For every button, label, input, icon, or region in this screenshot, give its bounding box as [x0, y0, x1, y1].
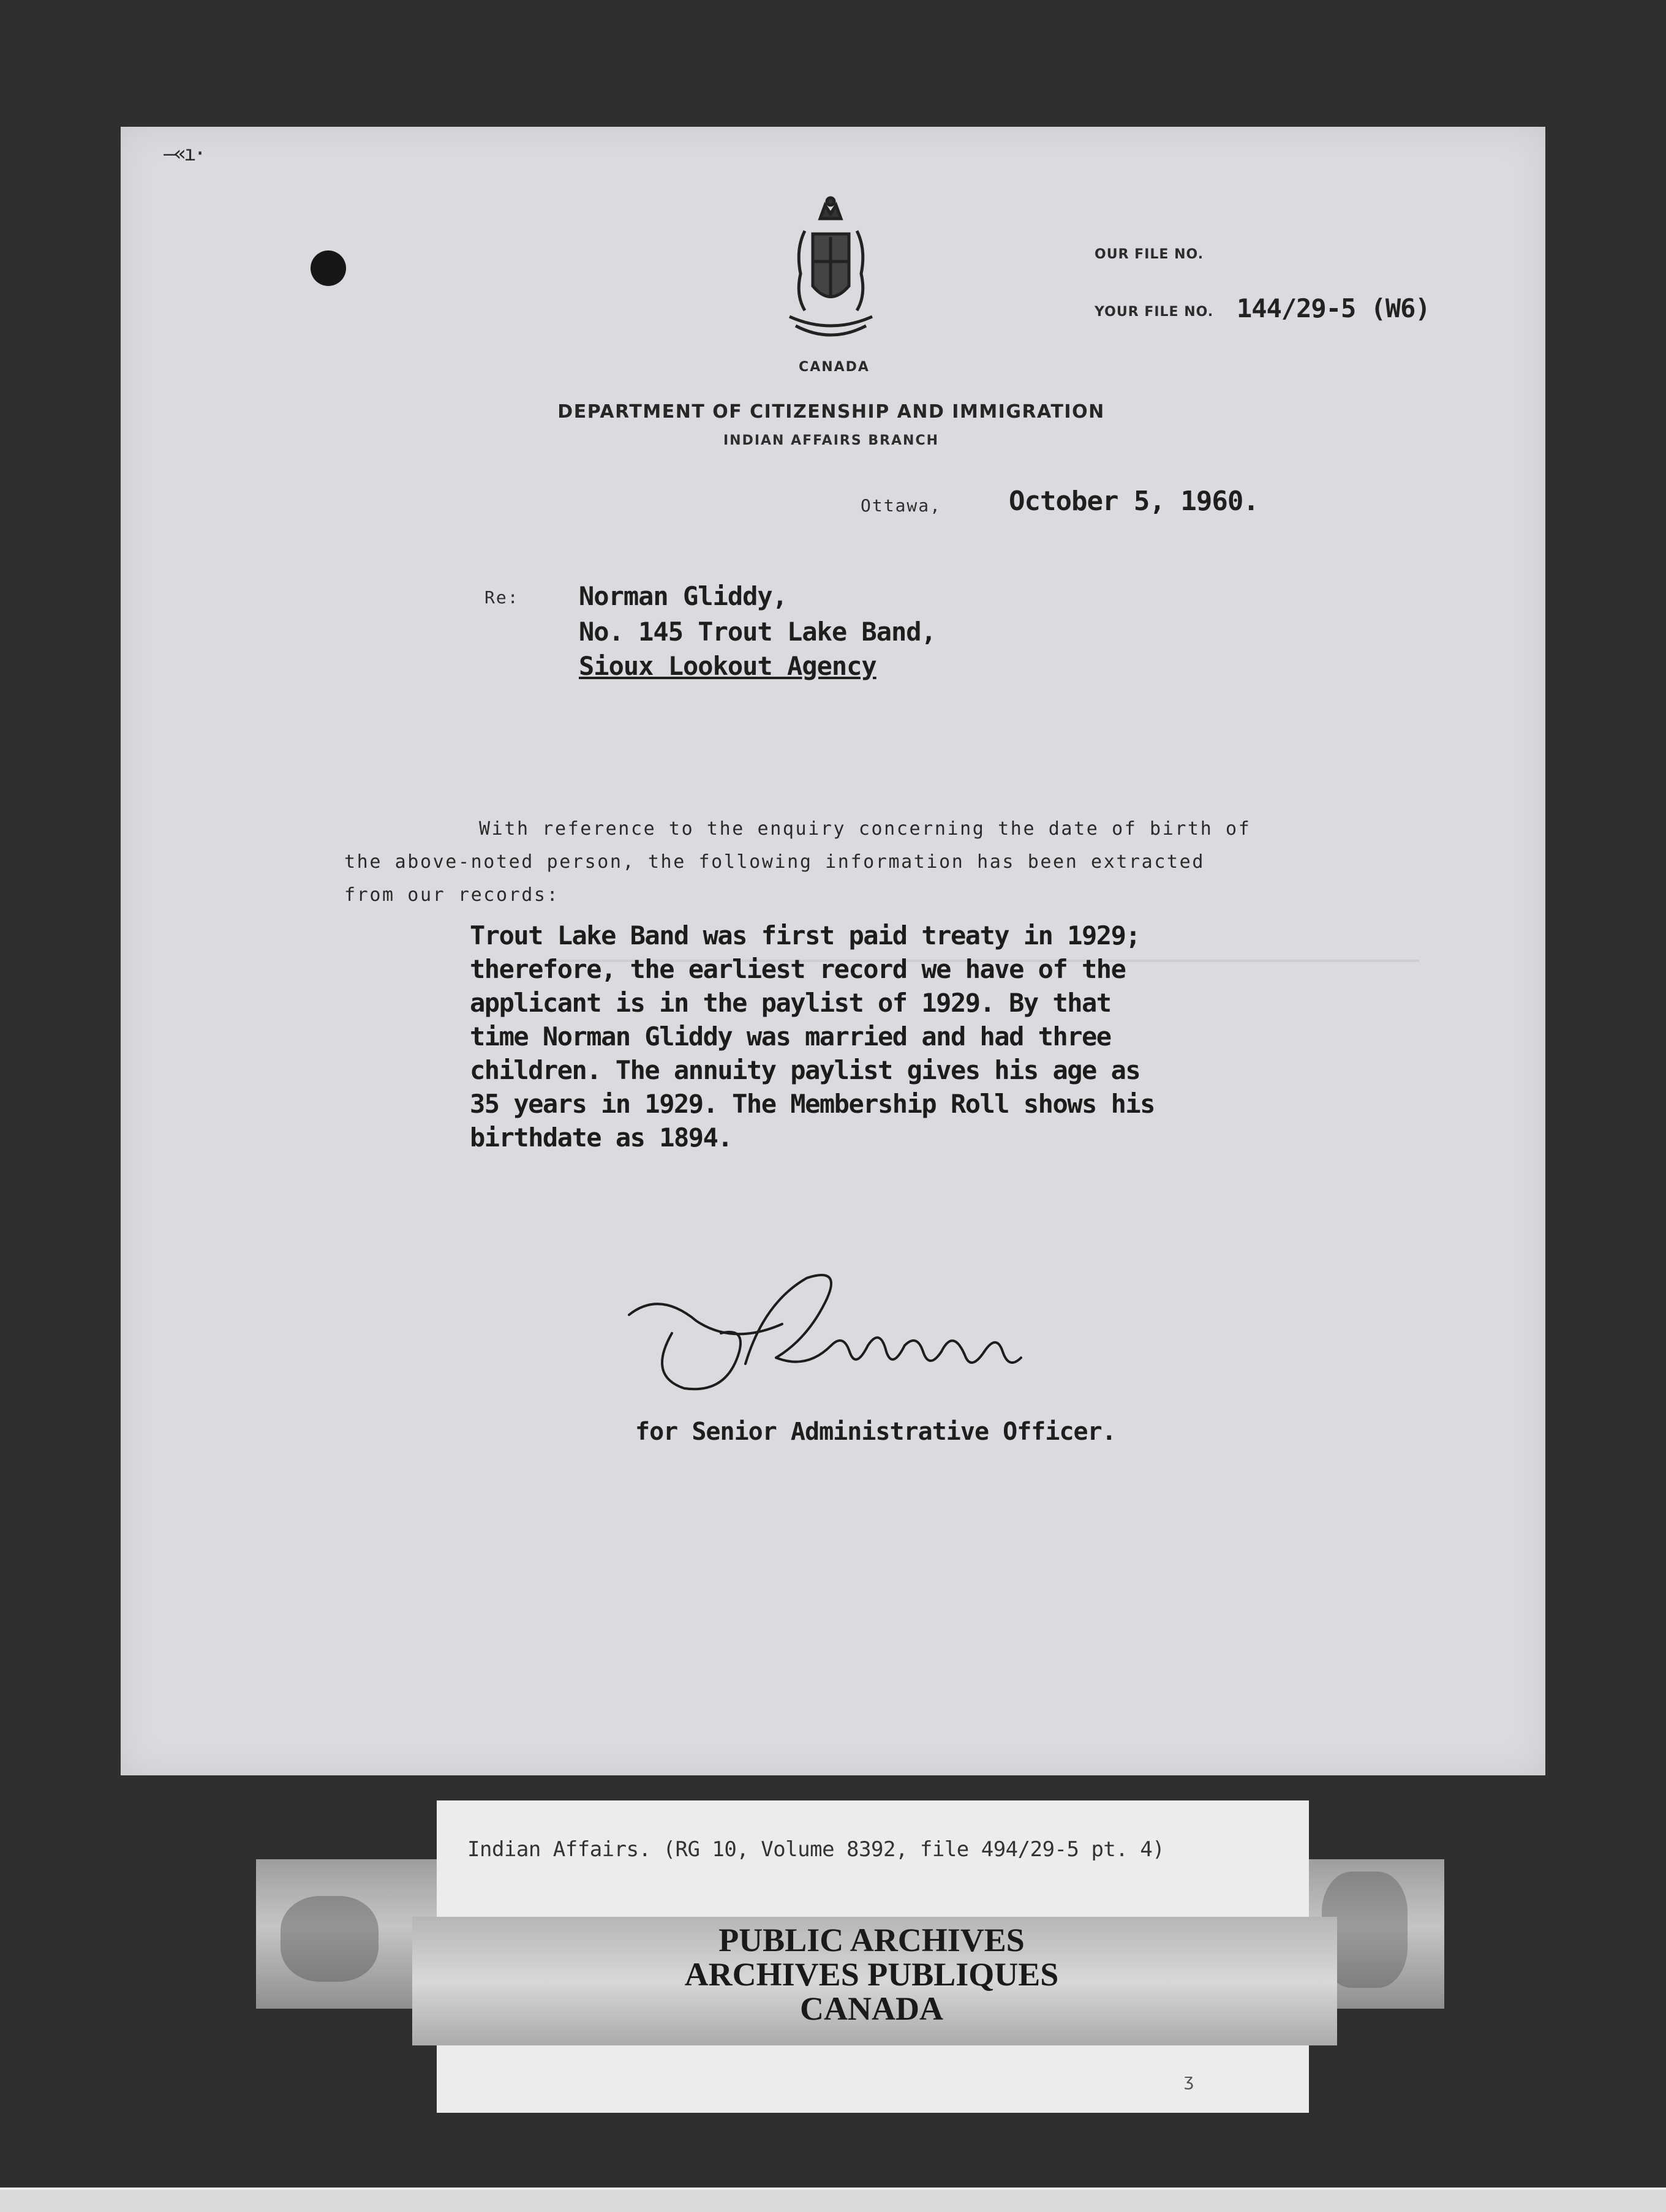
- archive-slip: [437, 1800, 1309, 2113]
- department-heading: DEPARTMENT OF CITIZENSHIP AND IMMIGRATION: [557, 401, 1105, 423]
- body-line: Trout Lake Band was first paid treaty in 1929;: [470, 920, 1140, 950]
- punch-hole: [311, 250, 346, 286]
- stamp-line: PUBLIC ARCHIVES: [718, 1922, 1025, 1958]
- our-file-label: OUR FILE NO.: [1095, 247, 1204, 262]
- letter-place: Ottawa,: [861, 495, 942, 516]
- archive-citation: Indian Affairs. (RG 10, Volume 8392, file 494/29-5 pt. 4): [467, 1837, 1165, 1862]
- intro-line: the above-noted person, the following information has been extracted: [344, 851, 1205, 873]
- body-line: children. The annuity paylist gives his age as: [470, 1055, 1140, 1085]
- archive-stamp: [620, 1923, 1123, 2026]
- re-label: Re:: [484, 587, 519, 608]
- frame-edge: [0, 2188, 1666, 2212]
- branch-heading: INDIAN AFFAIRS BRANCH: [723, 433, 940, 448]
- intro-paragraph: [344, 813, 1324, 912]
- body-line: applicant is in the paylist of 1929. By that: [470, 988, 1111, 1018]
- coat-of-arms-icon: [777, 194, 884, 344]
- body-line: 35 years in 1929. The Membership Roll shows his: [470, 1089, 1155, 1119]
- your-file-label: YOUR FILE NO.: [1095, 304, 1214, 320]
- stamp-line: ARCHIVES PUBLIQUES: [684, 1956, 1059, 1993]
- letter-date: October 5, 1960.: [1009, 486, 1259, 517]
- body-line: time Norman Gliddy was married and had three: [470, 1021, 1111, 1051]
- margin-marks: —«ı·: [164, 141, 204, 166]
- letter-page: [121, 127, 1545, 1775]
- body-paragraph: [470, 920, 1450, 1156]
- body-line: therefore, the earliest record we have of the: [470, 954, 1126, 984]
- pencil-mark: ʒ: [1184, 2070, 1194, 2090]
- handwritten-signature: [623, 1266, 1088, 1407]
- body-line: birthdate as 1894.: [470, 1123, 733, 1153]
- intro-line: With reference to the enquiry concerning the date of birth of: [479, 818, 1251, 840]
- your-file-number: 144/29-5 (W6): [1237, 293, 1430, 323]
- stamp-line: CANADA: [800, 1990, 943, 2027]
- re-line: No. 145 Trout Lake Band,: [579, 617, 936, 647]
- sign-off: for Senior Administrative Officer.: [635, 1418, 1116, 1446]
- re-line: Sioux Lookout Agency: [579, 651, 876, 681]
- re-line: Norman Gliddy,: [579, 581, 788, 611]
- intro-line: from our records:: [344, 884, 560, 906]
- country-heading: CANADA: [799, 359, 870, 375]
